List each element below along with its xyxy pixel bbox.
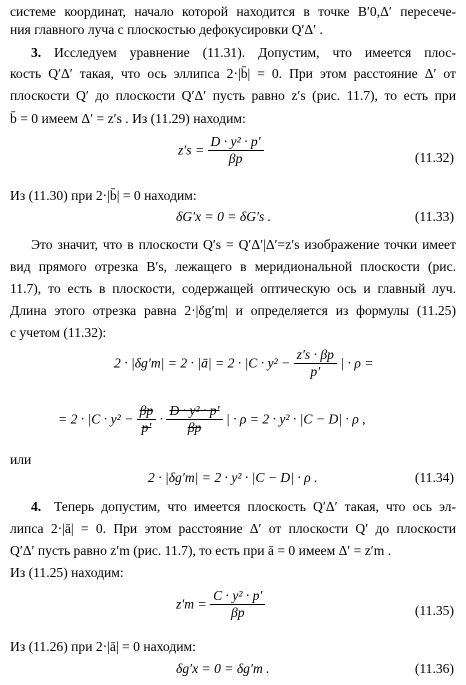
text-line: Исследуем уравнение (11.31). Допустим, что имеется плос- [54, 45, 456, 60]
text-line: вид прямого отрезка B′s, лежащего в меридиональной плоскости (рис. [10, 259, 456, 274]
text-line: Это значит, что в плоскости Q′s = Q′Δ′|Δ′=z′s изображение точки имеет [31, 237, 456, 252]
text-line: системе координат, начало которой находится в точке B′0,Δ′ пересече- [10, 4, 456, 19]
equation-11-32: z′s = $\frac{\text{D · y² · p′}}{\beta p}$ [178, 134, 264, 167]
text-line: плоскости Q′ до плоскости Q′Δ′ пусть равно z′s (рис. 11.7), то есть при [10, 88, 456, 103]
equation-number: (11.36) [414, 661, 454, 676]
equation-11-34: 2 · |δg′m| = 2 · y² · |C − D| · ρ . [148, 470, 318, 485]
equation-number: (11.35) [414, 603, 454, 618]
equation-number: (11.32) [414, 150, 454, 165]
text-line: ния главного луча с плоскостью дефокусировки Q′Δ′ . [10, 22, 323, 37]
equation-number: (11.34) [414, 470, 454, 485]
equation-number: (11.33) [414, 209, 454, 224]
text-line: 11.7), то есть в плоскости, содержащей оптическую ось и главный луч. [10, 281, 456, 296]
text-line: Q′Δ′ пусть равно z′m (рис. 11.7), то есть при ā = 0 имеем Δ′ = z′m . [10, 543, 392, 558]
text-line: кость Q′Δ′ такая, что ось эллипса 2·|b̄| = 0. При этом расстояние Δ′ от [10, 66, 456, 81]
text-line: Длина этого отрезка равна 2·|δg′m| и определяется из формулы (11.25) [10, 303, 456, 318]
text-line: Из (11.26) при 2·|ā| = 0 находим: [10, 639, 196, 654]
section-number-4: 4. [31, 499, 42, 514]
text-line: Из (11.25) находим: [10, 565, 124, 580]
equation-11-33: δG′x = 0 = δG′s . [176, 209, 272, 224]
text-line: Теперь допустим, что имеется плоскость Q′Δ′ такая, что ось эл- [54, 499, 456, 514]
equation-line-b: = 2 · |C · y² − $\frac{\beta p}{p'}$ · $\frac{\text{D · y² · p′}}{\beta p}$ | · ρ = 2 · y² · |C − D| · ρ , [58, 403, 366, 435]
section-number-3: 3. [31, 45, 42, 60]
text-line: липса 2·|ā| = 0. При этом расстояние Δ′ от плоскости Q′ до плоскости [10, 521, 456, 536]
equation-line-a: 2 · |δg′m| = 2 · |ā| = 2 · |C · y² − $\frac{z's \cdot \beta p}{p'}$ | · ρ = [114, 347, 374, 379]
text-line: или [10, 452, 32, 467]
equation-11-36: δg′x = 0 = δg′m . [176, 661, 270, 676]
text-line: Из (11.30) при 2·|b̄| = 0 находим: [10, 188, 197, 203]
equation-11-35: z′m = $\frac{\text{C · y² · p′}}{\beta p}$ [176, 588, 265, 621]
text-line: с учетом (11.32): [10, 325, 107, 340]
text-line: b̄ = 0 имеем Δ′ = z′s . Из (11.29) находим: [10, 111, 246, 126]
